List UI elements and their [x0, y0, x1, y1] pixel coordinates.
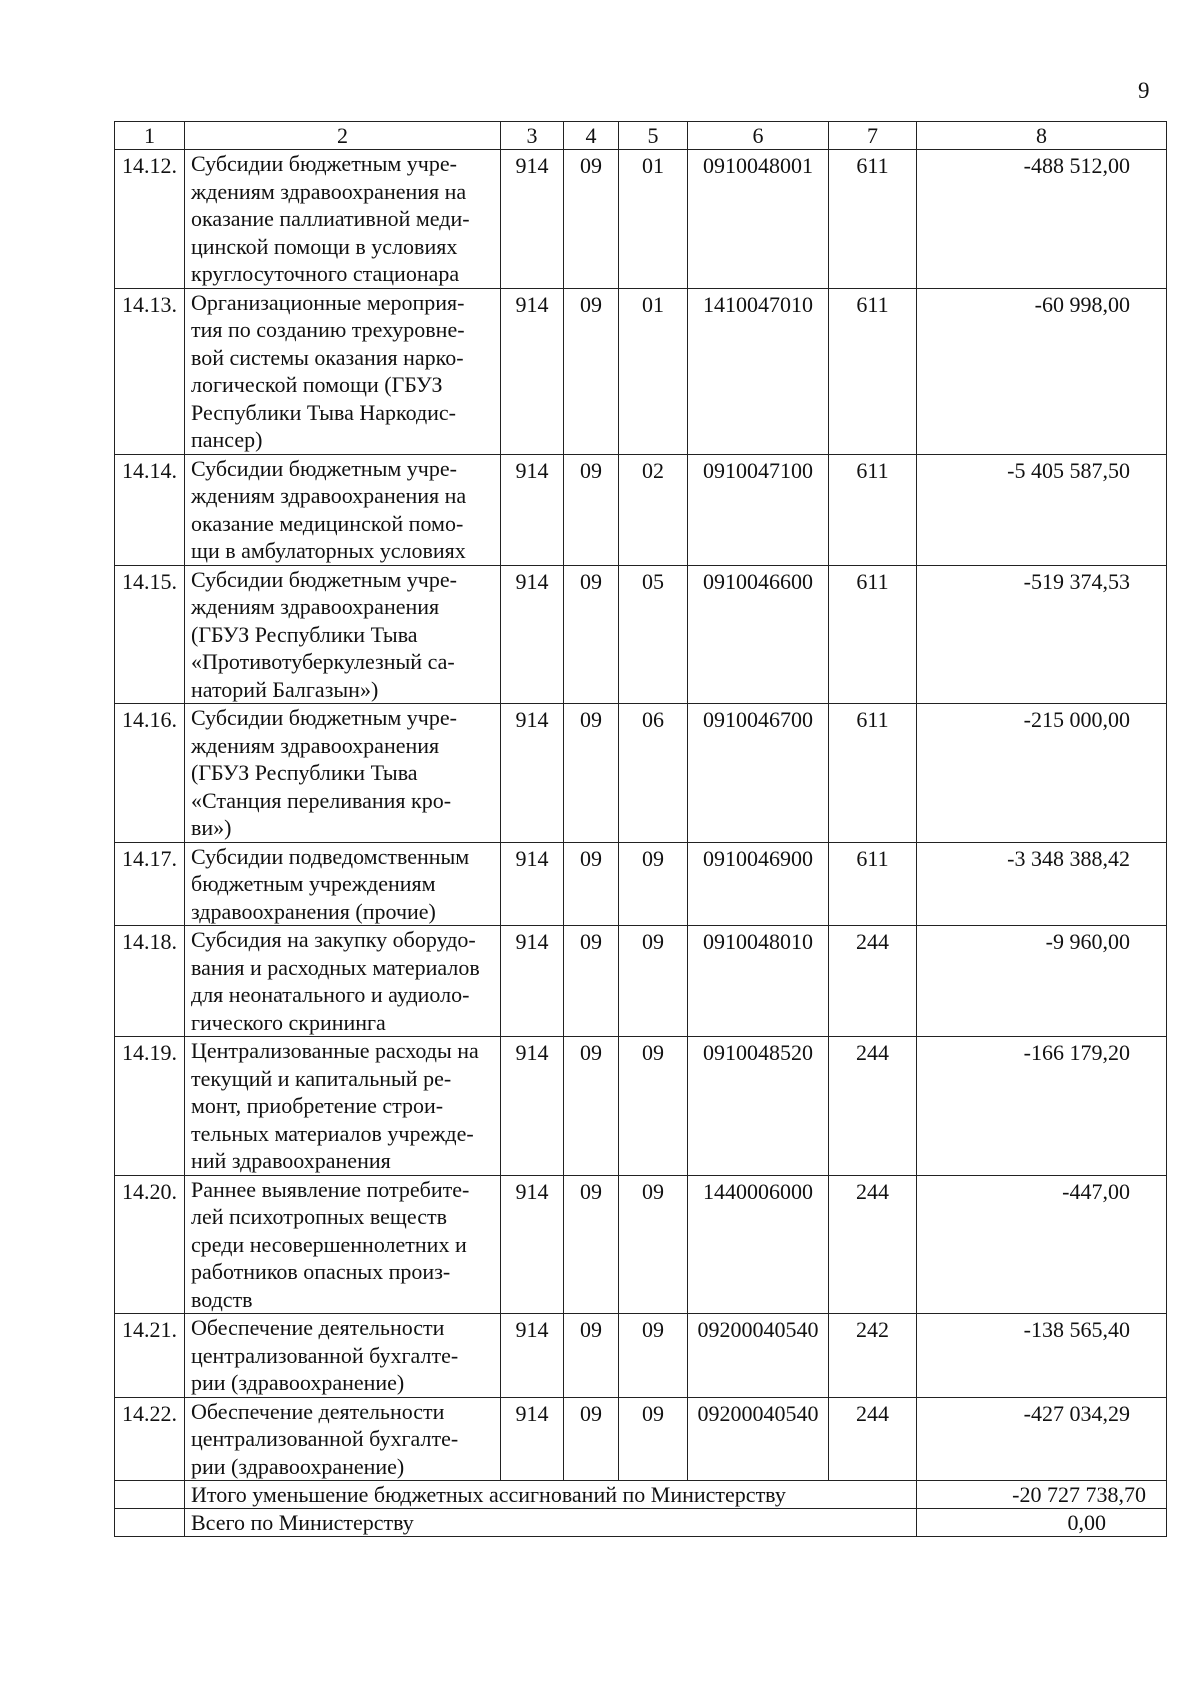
- row-sum: -3 348 388,42: [917, 842, 1167, 926]
- row-expense-type: 611: [829, 704, 917, 843]
- table-row: [115, 565, 1167, 704]
- row-number: 14.17.: [115, 842, 185, 926]
- row-number: 14.22.: [115, 1397, 185, 1481]
- row-subsection-code: 05: [619, 565, 688, 704]
- row-subsection-code: 09: [619, 1314, 688, 1398]
- row-expense-type: 244: [829, 926, 917, 1037]
- column-header: 5: [619, 122, 688, 150]
- row-name: Обеспечение деятельности централизованной бухгалте- рии (здравоохранение): [185, 1314, 501, 1398]
- row-ministry-code: 914: [501, 1037, 564, 1176]
- row-sum: -519 374,53: [917, 565, 1167, 704]
- row-name: Обеспечение деятельности централизованной бухгалте- рии (здравоохранение): [185, 1397, 501, 1481]
- table-row: [115, 1175, 1167, 1314]
- row-target-code: 0910046900: [688, 842, 829, 926]
- table-row: [115, 704, 1167, 843]
- grand-total-row: [115, 1509, 1167, 1537]
- row-expense-type: 244: [829, 1397, 917, 1481]
- row-ministry-code: 914: [501, 842, 564, 926]
- row-sum: -5 405 587,50: [917, 454, 1167, 565]
- table-row: [115, 1397, 1167, 1481]
- table-row: [115, 842, 1167, 926]
- row-section-code: 09: [564, 150, 619, 289]
- row-number: 14.19.: [115, 1037, 185, 1176]
- row-sum: -60 998,00: [917, 288, 1167, 454]
- row-target-code: 1410047010: [688, 288, 829, 454]
- row-name: Раннее выявление потребите- лей психотропных веществ среди несовершеннолетних и работников опасных произ- водств: [185, 1175, 501, 1314]
- row-section-code: 09: [564, 1397, 619, 1481]
- row-sum: -9 960,00: [917, 926, 1167, 1037]
- total-sum: 0,00: [917, 1509, 1167, 1537]
- row-number: 14.16.: [115, 704, 185, 843]
- row-expense-type: 611: [829, 454, 917, 565]
- row-target-code: 0910048520: [688, 1037, 829, 1176]
- row-target-code: 09200040540: [688, 1397, 829, 1481]
- row-ministry-code: 914: [501, 288, 564, 454]
- column-header: 6: [688, 122, 829, 150]
- row-expense-type: 611: [829, 565, 917, 704]
- row-name: Субсидия на закупку оборудо- вания и расходных материалов для неонатального и аудиоло- гического скрининга: [185, 926, 501, 1037]
- row-ministry-code: 914: [501, 565, 564, 704]
- table-row: [115, 1037, 1167, 1176]
- row-ministry-code: 914: [501, 926, 564, 1037]
- row-target-code: 1440006000: [688, 1175, 829, 1314]
- table-row: [115, 454, 1167, 565]
- total-row: [115, 1481, 1167, 1509]
- row-subsection-code: 02: [619, 454, 688, 565]
- row-number: 14.12.: [115, 150, 185, 289]
- column-header: 2: [185, 122, 501, 150]
- row-sum: -488 512,00: [917, 150, 1167, 289]
- table-row: [115, 926, 1167, 1037]
- total-empty-cell: [115, 1481, 185, 1509]
- row-sum: -166 179,20: [917, 1037, 1167, 1176]
- row-expense-type: 611: [829, 842, 917, 926]
- total-label: Всего по Министерству: [185, 1509, 917, 1537]
- row-ministry-code: 914: [501, 704, 564, 843]
- row-target-code: 0910046600: [688, 565, 829, 704]
- total-sum: -20 727 738,70: [917, 1481, 1167, 1509]
- row-name: Централизованные расходы на текущий и капитальный ре- монт, приобретение строи- тельных материалов учрежде- ний здравоохранения: [185, 1037, 501, 1176]
- table-header-row: [115, 122, 1167, 150]
- row-target-code: 0910048010: [688, 926, 829, 1037]
- row-target-code: 09200040540: [688, 1314, 829, 1398]
- row-section-code: 09: [564, 1175, 619, 1314]
- row-ministry-code: 914: [501, 454, 564, 565]
- row-section-code: 09: [564, 704, 619, 843]
- row-subsection-code: 09: [619, 1175, 688, 1314]
- row-section-code: 09: [564, 565, 619, 704]
- row-number: 14.14.: [115, 454, 185, 565]
- page-number: 9: [1138, 78, 1150, 103]
- table-row: [115, 150, 1167, 289]
- row-name: Субсидии подведомственным бюджетным учреждениям здравоохранения (прочие): [185, 842, 501, 926]
- total-empty-cell: [115, 1509, 185, 1537]
- row-subsection-code: 09: [619, 1037, 688, 1176]
- row-sum: -427 034,29: [917, 1397, 1167, 1481]
- row-target-code: 0910047100: [688, 454, 829, 565]
- row-section-code: 09: [564, 926, 619, 1037]
- budget-table: [114, 121, 1167, 1537]
- row-subsection-code: 06: [619, 704, 688, 843]
- row-subsection-code: 01: [619, 288, 688, 454]
- row-name: Субсидии бюджетным учре- ждениям здравоохранения (ГБУЗ Республики Тыва «Станция переливания кро- ви»): [185, 704, 501, 843]
- row-name: Субсидии бюджетным учре- ждениям здравоохранения на оказание паллиативной меди- цинской помощи в условиях круглосуточного стационара: [185, 150, 501, 289]
- row-sum: -138 565,40: [917, 1314, 1167, 1398]
- row-number: 14.15.: [115, 565, 185, 704]
- row-expense-type: 611: [829, 150, 917, 289]
- column-header: 7: [829, 122, 917, 150]
- row-number: 14.21.: [115, 1314, 185, 1398]
- row-expense-type: 611: [829, 288, 917, 454]
- row-ministry-code: 914: [501, 150, 564, 289]
- row-section-code: 09: [564, 288, 619, 454]
- row-ministry-code: 914: [501, 1397, 564, 1481]
- row-sum: -215 000,00: [917, 704, 1167, 843]
- row-target-code: 0910046700: [688, 704, 829, 843]
- row-ministry-code: 914: [501, 1314, 564, 1398]
- table-row: [115, 1314, 1167, 1398]
- row-ministry-code: 914: [501, 1175, 564, 1314]
- row-subsection-code: 09: [619, 842, 688, 926]
- column-header: 1: [115, 122, 185, 150]
- row-section-code: 09: [564, 454, 619, 565]
- column-header: 8: [917, 122, 1167, 150]
- row-section-code: 09: [564, 1314, 619, 1398]
- row-target-code: 0910048001: [688, 150, 829, 289]
- column-header: 3: [501, 122, 564, 150]
- row-name: Субсидии бюджетным учре- ждениям здравоохранения (ГБУЗ Республики Тыва «Противотуберкулезный са- наторий Балгазын»): [185, 565, 501, 704]
- row-subsection-code: 09: [619, 926, 688, 1037]
- row-sum: -447,00: [917, 1175, 1167, 1314]
- row-subsection-code: 01: [619, 150, 688, 289]
- total-label: Итого уменьшение бюджетных ассигнований по Министерству: [185, 1481, 917, 1509]
- row-expense-type: 244: [829, 1175, 917, 1314]
- column-header: 4: [564, 122, 619, 150]
- row-number: 14.13.: [115, 288, 185, 454]
- row-section-code: 09: [564, 1037, 619, 1176]
- row-subsection-code: 09: [619, 1397, 688, 1481]
- row-number: 14.18.: [115, 926, 185, 1037]
- row-number: 14.20.: [115, 1175, 185, 1314]
- table-row: [115, 288, 1167, 454]
- row-name: Субсидии бюджетным учре- ждениям здравоохранения на оказание медицинской помо- щи в амбулаторных условиях: [185, 454, 501, 565]
- row-expense-type: 242: [829, 1314, 917, 1398]
- row-section-code: 09: [564, 842, 619, 926]
- row-expense-type: 244: [829, 1037, 917, 1176]
- table-body: [115, 122, 1167, 1537]
- row-name: Организационные мероприя- тия по созданию трехуровне- вой системы оказания нарко- логической помощи (ГБУЗ Республики Тыва Наркодис- пансер): [185, 288, 501, 454]
